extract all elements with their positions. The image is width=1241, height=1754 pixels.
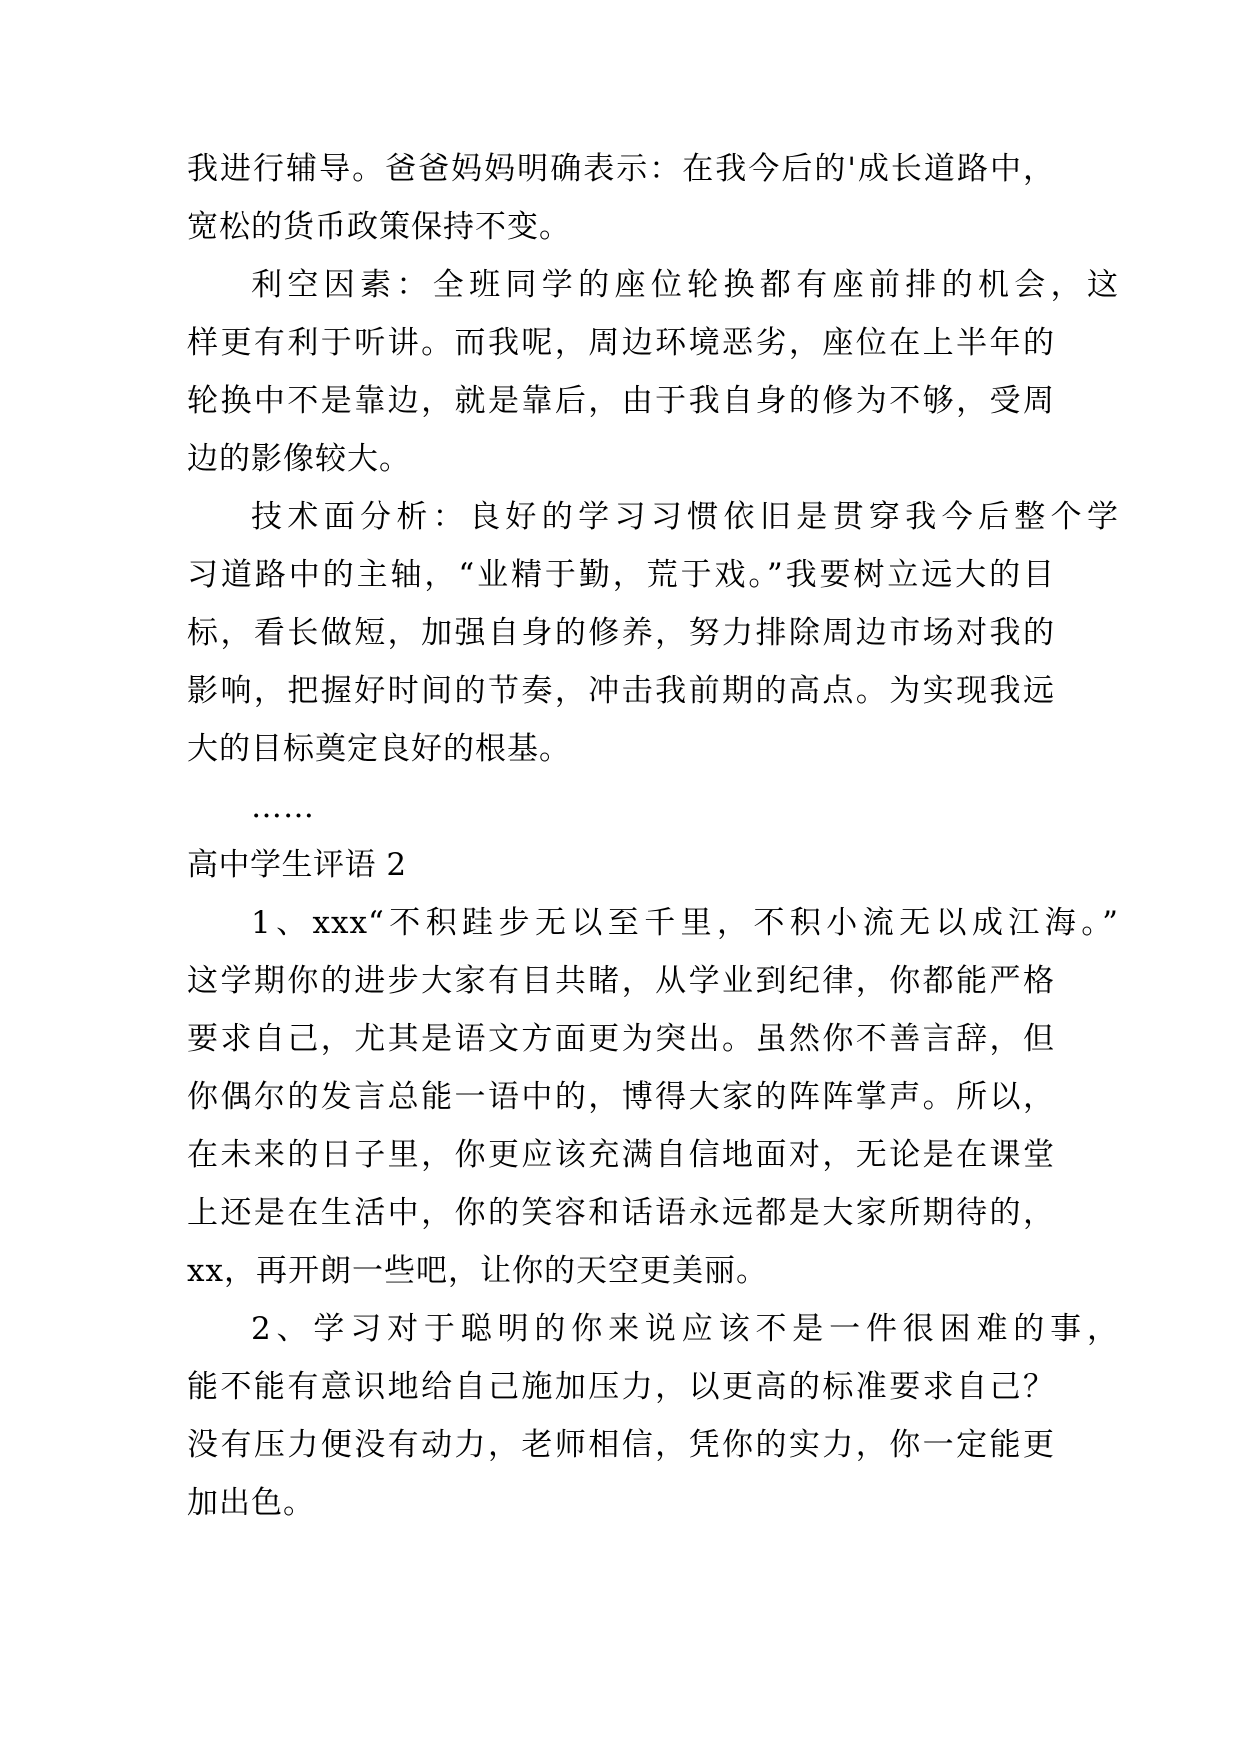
paragraph-line: 利空因素：全班同学的座位轮换都有座前排的机会，这: [251, 267, 1119, 303]
ellipsis-line: ……: [251, 789, 315, 825]
paragraph-line: 标，看长做短，加强自身的修养，努力排除周边市场对我的: [187, 615, 1055, 651]
paragraph-line: 你偶尔的发言总能一语中的，博得大家的阵阵掌声。所以，: [187, 1079, 1055, 1115]
paragraph-line: 大的目标奠定良好的根基。: [187, 731, 571, 767]
paragraph-line: 加出色。: [187, 1485, 315, 1521]
paragraph-line: 习道路中的主轴，“业精于勤，荒于戏。”我要树立远大的目: [187, 557, 1055, 593]
paragraph-line: 轮换中不是靠边，就是靠后，由于我自身的修为不够，受周: [187, 383, 1055, 419]
paragraph-line: 要求自己，尤其是语文方面更为突出。虽然你不善言辞，但: [187, 1021, 1055, 1057]
paragraph-line: 能不能有意识地给自己施加压力，以更高的标准要求自己？: [187, 1369, 1055, 1405]
paragraph-line: 1、xxx“不积跬步无以至千里，不积小流无以成江海。”: [251, 905, 1119, 941]
paragraph-line: xx，再开朗一些吧，让你的天空更美丽。: [187, 1253, 768, 1289]
paragraph-line: 样更有利于听讲。而我呢，周边环境恶劣，座位在上半年的: [187, 325, 1055, 361]
paragraph-line: 边的影像较大。: [187, 441, 411, 477]
paragraph-line: 在未来的日子里，你更应该充满自信地面对，无论是在课堂: [187, 1137, 1055, 1173]
paragraph-line: 2、学习对于聪明的你来说应该不是一件很困难的事，: [251, 1311, 1119, 1347]
paragraph-line: 没有压力便没有动力，老师相信，凭你的实力，你一定能更: [187, 1427, 1055, 1463]
document-body: [187, 140, 1119, 1532]
paragraph-line: 技术面分析：良好的学习习惯依旧是贯穿我今后整个学: [251, 499, 1119, 535]
section-heading: 高中学生评语 2: [187, 847, 407, 883]
paragraph-line: 宽松的货币政策保持不变。: [187, 209, 571, 245]
paragraph-line: 这学期你的进步大家有目共睹，从学业到纪律，你都能严格: [187, 963, 1055, 999]
paragraph-line: 影响，把握好时间的节奏，冲击我前期的高点。为实现我远: [187, 673, 1055, 709]
paragraph-line: 我进行辅导。爸爸妈妈明确表示：在我今后的'成长道路中，: [187, 151, 1055, 187]
paragraph-line: 上还是在生活中，你的笑容和话语永远都是大家所期待的，: [187, 1195, 1055, 1231]
